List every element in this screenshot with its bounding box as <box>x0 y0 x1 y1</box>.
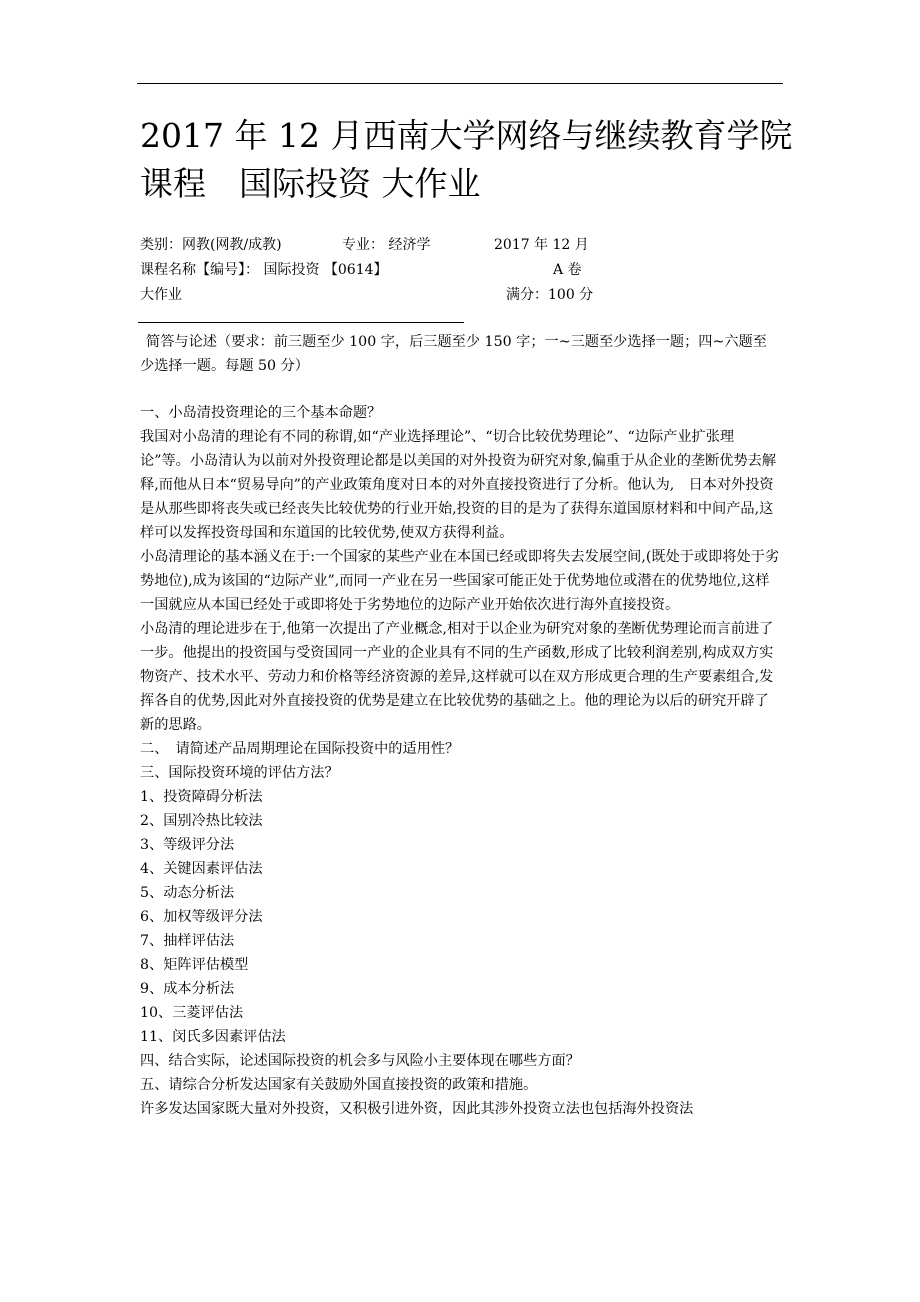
list-item: 6、加权等级评分法 <box>140 909 263 925</box>
title-line-1: 2017 年 12 月西南大学网络与继续教育学院 <box>140 116 793 155</box>
question-5: 五、请综合分析发达国家有关鼓励外国直接投资的政策和措施。 <box>140 1077 538 1093</box>
title-line-2: 课程 国际投资 大作业 <box>140 164 481 203</box>
list-item: 9、成本分析法 <box>140 981 235 997</box>
meta-date: 2017 年 12 月 <box>494 237 589 253</box>
question-3: 三、国际投资环境的评估方法？ <box>140 765 339 781</box>
answer-5-paragraph-1: 许多发达国家既大量对外投资，又积极引进外资，因此其涉外投资立法也包括海外投资法 <box>140 1101 694 1117</box>
list-item: 4、关键因素评估法 <box>140 861 263 877</box>
answer-1-paragraph-2: 小岛清理论的基本涵义在于:一个国家的某些产业在本国已经或即将失去发展空间,(既处于或即将处于劣势地位),成为该国的“边际产业”,而同一产业在另一些国家可能正处于优势地位或潜在的优势地位,这样一国就应从本国已经处于或即将处于劣势地位的边际产业开始依次进行海外直接投资。 <box>140 549 780 613</box>
instructions: 简答与论述（要求：前三题至少 100 字，后三题至少 150 字；一~三题至少选择一题；四~六题至少选择一题。每题 50 分） <box>140 334 767 374</box>
document-body <box>140 401 780 1121</box>
top-rule <box>137 83 783 84</box>
section-divider <box>138 322 464 323</box>
list-item: 2、国别冷热比较法 <box>140 813 263 829</box>
document-title <box>140 112 800 208</box>
list-item: 10、三菱评估法 <box>140 1005 244 1021</box>
meta-type: 大作业 <box>140 287 182 303</box>
list-item: 5、动态分析法 <box>140 885 235 901</box>
meta-major: 专业： 经济学 <box>342 237 431 253</box>
list-item: 3、等级评分法 <box>140 837 235 853</box>
meta-category: 类别：网教(网教/成教) <box>140 237 282 253</box>
list-item: 1、投资障碍分析法 <box>140 789 263 805</box>
list-item: 7、抽样评估法 <box>140 933 235 949</box>
list-item: 8、矩阵评估模型 <box>140 957 249 973</box>
answer-1-paragraph-1: 我国对小岛清的理论有不同的称谓,如“产业选择理论”、“切合比较优势理论”、“边际产业扩张理论”等。小岛清认为以前对外投资理论都是以美国的对外投资为研究对象,偏重于从企业的垄断优势去解释,而他从日本“贸易导向”的产业政策角度对日本的对外直接投资进行了分析。他认为, 日本对外投资是从那些即将丧失或已经丧失比较优势的行业开始,投资的目的是为了获得东道国原材料和中间产品,这样可以发挥投资母国和东道国的比较优势,使双方获得利益。 <box>140 429 777 541</box>
meta-course: 课程名称【编号】： 国际投资 【0614】 <box>140 262 388 278</box>
meta-paper: A 卷 <box>553 262 582 278</box>
question-4: 四、结合实际，论述国际投资的机会多与风险小主要体现在哪些方面？ <box>140 1053 580 1069</box>
answer-1-paragraph-3: 小岛清的理论进步在于,他第一次提出了产业概念,相对于以企业为研究对象的垄断优势理论而言前进了一步。他提出的投资国与受资国同一产业的企业具有不同的生产函数,形成了比较利润差别,构成双方实物资产、技术水平、劳动力和价格等经济资源的差异,这样就可以在双方形成更合理的生产要素组合,发挥各自的优势,因此对外直接投资的优势是建立在比较优势的基础之上。他的理论为以后的研究开辟了新的思路。 <box>140 621 774 733</box>
meta-score: 满分：100 分 <box>506 287 594 303</box>
list-item: 11、闵氏多因素评估法 <box>140 1029 286 1045</box>
question-1: 一、小岛清投资理论的三个基本命题？ <box>140 405 382 421</box>
question-2: 二、 请简述产品周期理论在国际投资中的适用性？ <box>140 741 460 757</box>
